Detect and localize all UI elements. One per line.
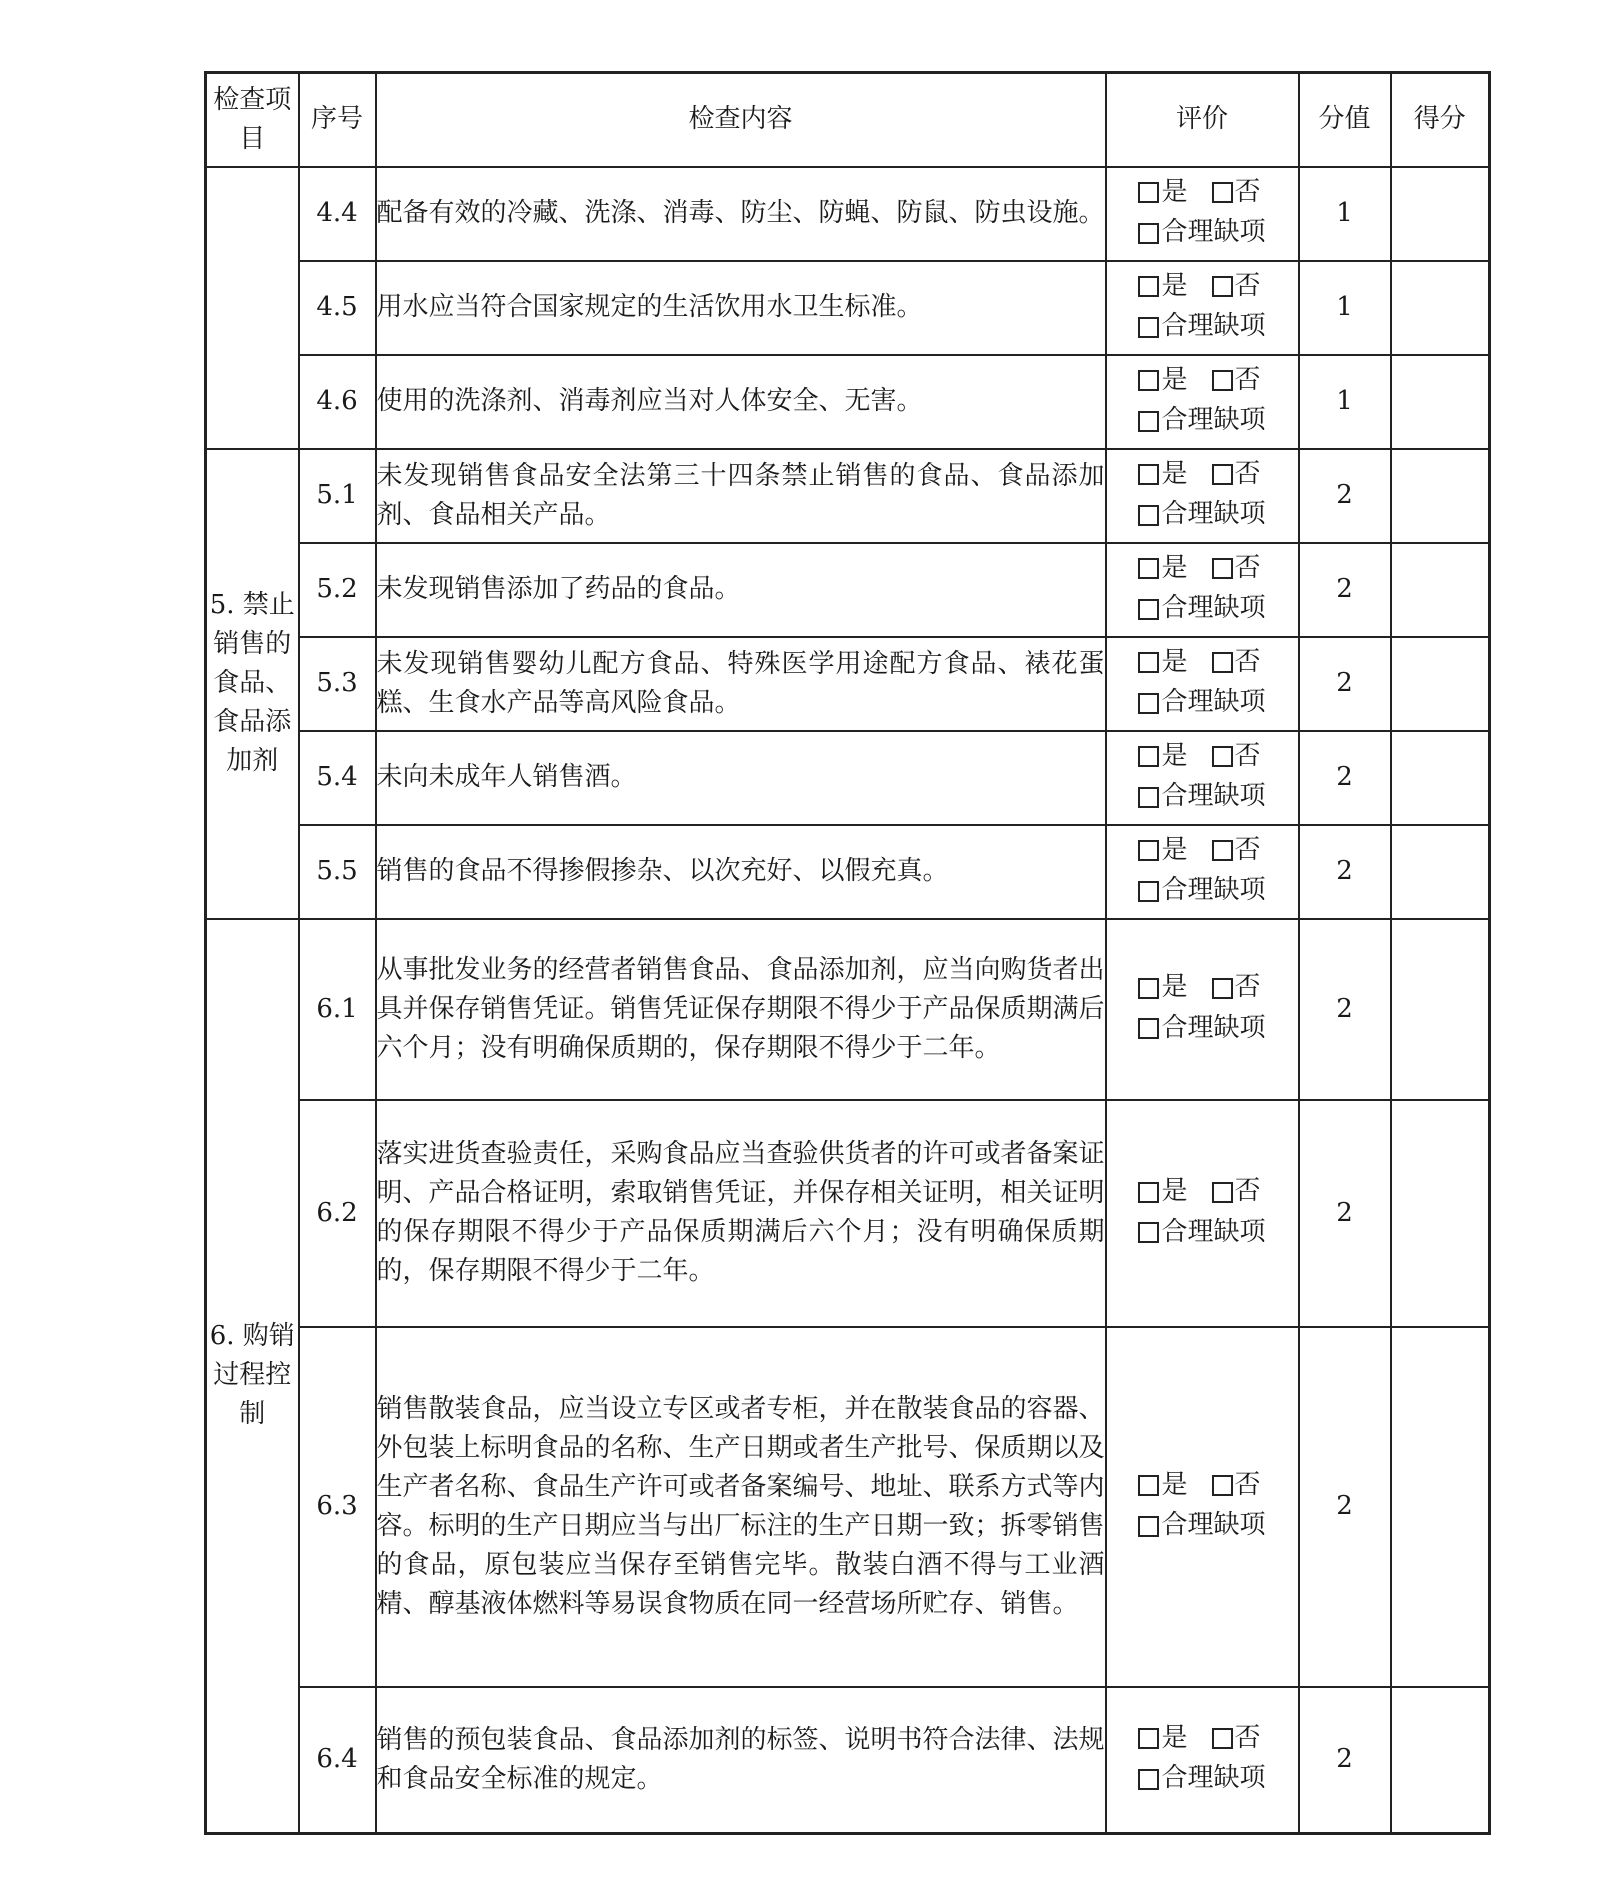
table-row [206,637,1490,731]
checkbox-icon[interactable] [1138,1018,1159,1039]
option-yes[interactable] [1138,361,1187,399]
checkbox-icon[interactable] [1138,558,1159,579]
header-score: 分值 [1299,73,1391,167]
score-cell: 1 [1299,167,1391,261]
obtained-score-cell[interactable] [1391,1100,1490,1327]
content-cell: 销售的预包装食品、食品添加剂的标签、说明书符合法律、法规和食品安全标准的规定。 [376,1687,1106,1834]
header-category: 检查项目 [206,73,299,167]
option-yes-label: 是 [1161,458,1188,489]
obtained-score-cell[interactable] [1391,167,1490,261]
checkbox-icon[interactable] [1138,1516,1159,1537]
obtained-score-cell[interactable] [1391,1327,1490,1687]
obtained-score-cell[interactable] [1391,543,1490,637]
option-yes-label: 是 [1161,176,1188,207]
evaluation-options [1138,455,1265,536]
checkbox-icon[interactable] [1138,411,1159,432]
content-cell: 使用的洗涤剂、消毒剂应当对人体安全、无害。 [376,355,1106,449]
evaluation-options [1138,968,1265,1049]
option-yes-label: 是 [1161,972,1188,1002]
option-no-label: 否 [1234,176,1261,207]
checkbox-icon[interactable] [1212,1728,1233,1749]
checkbox-icon[interactable] [1212,1182,1233,1203]
option-yes-label: 是 [1161,1176,1188,1206]
option-yes-label: 是 [1161,1722,1188,1753]
option-reasonable-missing[interactable] [1138,589,1265,627]
score-cell: 2 [1299,1327,1391,1687]
option-reasonable-missing[interactable] [1138,1759,1265,1797]
evaluation-options [1138,1719,1265,1800]
option-yes-label: 是 [1161,552,1188,583]
checkbox-icon[interactable] [1212,276,1233,297]
seq-cell: 5.5 [299,825,376,919]
option-no-label: 否 [1234,364,1261,395]
score-cell: 2 [1299,543,1391,637]
category-cell: 6. 购销过程控制 [206,919,299,1834]
seq-cell: 5.3 [299,637,376,731]
obtained-score-cell[interactable] [1391,637,1490,731]
option-yes-label: 是 [1161,270,1188,301]
checkbox-icon[interactable] [1212,1475,1233,1496]
table-row [206,261,1490,355]
checkbox-icon[interactable] [1138,182,1159,203]
option-reasonable-missing-label: 合理缺项 [1161,1216,1266,1247]
evaluation-options [1138,173,1265,254]
checkbox-icon[interactable] [1138,746,1159,767]
evaluation-cell [1106,637,1299,731]
option-reasonable-missing[interactable] [1138,1213,1265,1251]
evaluation-options [1138,267,1265,348]
table-row [206,167,1490,261]
checkbox-icon[interactable] [1138,693,1159,714]
option-reasonable-missing[interactable] [1138,1009,1265,1047]
option-yes[interactable] [1138,1172,1187,1210]
content-cell: 用水应当符合国家规定的生活饮用水卫生标准。 [376,261,1106,355]
option-yes[interactable] [1138,455,1187,493]
option-no-label: 否 [1234,740,1261,771]
seq-cell: 5.2 [299,543,376,637]
option-yes[interactable] [1138,831,1187,869]
obtained-score-cell[interactable] [1391,731,1490,825]
option-yes[interactable] [1138,267,1187,305]
option-no[interactable] [1212,361,1261,399]
inspection-table [204,71,1491,1835]
seq-cell: 4.4 [299,167,376,261]
table-row [206,825,1490,919]
option-no[interactable] [1212,267,1261,305]
option-no-label: 否 [1234,834,1261,865]
checkbox-icon[interactable] [1212,652,1233,673]
checkbox-icon[interactable] [1138,1182,1159,1203]
table-row [206,355,1490,449]
checkbox-icon[interactable] [1212,464,1233,485]
option-reasonable-missing[interactable] [1138,683,1265,721]
content-cell: 销售散装食品，应当设立专区或者专柜，并在散装食品的容器、外包装上标明食品的名称、生产日期或者生产批号、保质期以及生产者名称、食品生产许可或者备案编号、地址、联系方式等内容。标明的生产日期应当与出厂标注的生产日期一致；拆零销售的食品，原包装应当保存至销售完毕。散装白酒不得与工业酒精、醇基液体燃料等易误食物质在同一经营场所贮存、销售。 [376,1327,1106,1687]
option-reasonable-missing-label: 合理缺项 [1161,499,1266,529]
obtained-score-cell[interactable] [1391,261,1490,355]
category-cell [206,167,299,449]
checkbox-icon[interactable] [1138,1222,1159,1243]
score-cell: 2 [1299,1100,1391,1327]
option-yes-label: 是 [1161,364,1188,395]
option-reasonable-missing[interactable] [1138,777,1265,815]
evaluation-options [1138,549,1265,630]
option-no-label: 否 [1234,1469,1261,1500]
option-no[interactable] [1212,737,1261,775]
table-row [206,449,1490,543]
option-reasonable-missing-label: 合理缺项 [1161,781,1266,811]
evaluation-options [1138,1466,1265,1547]
option-yes-label: 是 [1161,1469,1188,1500]
option-no[interactable] [1212,455,1261,493]
table-row [206,1100,1490,1327]
evaluation-options [1138,737,1265,818]
checkbox-icon[interactable] [1138,652,1159,673]
header-content: 检查内容 [376,73,1106,167]
evaluation-cell [1106,449,1299,543]
score-cell: 2 [1299,637,1391,731]
option-reasonable-missing[interactable] [1138,495,1265,533]
option-reasonable-missing-label: 合理缺项 [1161,217,1266,247]
option-no-label: 否 [1234,1722,1261,1753]
evaluation-cell [1106,1327,1299,1687]
obtained-score-cell[interactable] [1391,919,1490,1100]
content-cell: 未发现销售婴幼儿配方食品、特殊医学用途配方食品、裱花蛋糕、生食水产品等高风险食品。 [376,637,1106,731]
option-no-label: 否 [1234,972,1261,1002]
score-cell: 2 [1299,1687,1391,1834]
option-yes[interactable] [1138,1719,1187,1757]
option-no[interactable] [1212,173,1261,211]
seq-cell: 6.2 [299,1100,376,1327]
option-reasonable-missing-label: 合理缺项 [1161,875,1266,905]
checkbox-icon[interactable] [1138,840,1159,861]
evaluation-cell [1106,355,1299,449]
obtained-score-cell[interactable] [1391,449,1490,543]
checkbox-icon[interactable] [1138,978,1159,999]
evaluation-options [1138,1172,1265,1253]
option-no-label: 否 [1234,458,1261,489]
seq-cell: 5.1 [299,449,376,543]
header-evaluation: 评价 [1106,73,1299,167]
checkbox-icon[interactable] [1212,746,1233,767]
checkbox-icon[interactable] [1138,223,1159,244]
checkbox-icon[interactable] [1138,1728,1159,1749]
obtained-score-cell[interactable] [1391,1687,1490,1834]
checkbox-icon[interactable] [1138,881,1159,902]
evaluation-options [1138,643,1265,724]
seq-cell: 4.5 [299,261,376,355]
obtained-score-cell[interactable] [1391,825,1490,919]
header-obtained: 得分 [1391,73,1490,167]
option-reasonable-missing[interactable] [1138,1506,1265,1544]
table-row [206,919,1490,1100]
option-yes-label: 是 [1161,834,1188,865]
evaluation-options [1138,831,1265,912]
option-reasonable-missing[interactable] [1138,401,1265,439]
option-no-label: 否 [1234,646,1261,677]
evaluation-cell [1106,543,1299,637]
checkbox-icon[interactable] [1138,317,1159,338]
option-reasonable-missing-label: 合理缺项 [1161,593,1266,623]
evaluation-cell [1106,731,1299,825]
header-seq: 序号 [299,73,376,167]
checkbox-icon[interactable] [1138,464,1159,485]
option-reasonable-missing-label: 合理缺项 [1161,1012,1266,1043]
seq-cell: 6.3 [299,1327,376,1687]
checkbox-icon[interactable] [1138,1475,1159,1496]
option-no[interactable] [1212,643,1261,681]
option-no[interactable] [1212,1719,1261,1757]
evaluation-cell [1106,825,1299,919]
evaluation-cell [1106,261,1299,355]
checkbox-icon[interactable] [1138,276,1159,297]
option-yes[interactable] [1138,173,1187,211]
content-cell: 从事批发业务的经营者销售食品、食品添加剂，应当向购货者出具并保存销售凭证。销售凭证保存期限不得少于产品保质期满后六个月；没有明确保质期的，保存期限不得少于二年。 [376,919,1106,1100]
option-yes[interactable] [1138,968,1187,1006]
seq-cell: 6.1 [299,919,376,1100]
score-cell: 2 [1299,731,1391,825]
content-cell: 未发现销售食品安全法第三十四条禁止销售的食品、食品添加剂、食品相关产品。 [376,449,1106,543]
checkbox-icon[interactable] [1138,1769,1159,1790]
checkbox-icon[interactable] [1212,558,1233,579]
table-row [206,1327,1490,1687]
checkbox-icon[interactable] [1212,182,1233,203]
evaluation-cell [1106,167,1299,261]
option-no-label: 否 [1234,552,1261,583]
checkbox-icon[interactable] [1138,505,1159,526]
option-yes-label: 是 [1161,646,1188,677]
score-cell: 1 [1299,355,1391,449]
score-cell: 2 [1299,919,1391,1100]
option-reasonable-missing[interactable] [1138,307,1265,345]
checkbox-icon[interactable] [1138,370,1159,391]
seq-cell: 4.6 [299,355,376,449]
option-yes[interactable] [1138,737,1187,775]
content-cell: 落实进货查验责任，采购食品应当查验供货者的许可或者备案证明、产品合格证明，索取销售凭证，并保存相关证明，相关证明的保存期限不得少于产品保质期满后六个月；没有明确保质期的，保存期限不得少于二年。 [376,1100,1106,1327]
table-row [206,731,1490,825]
table-row [206,1687,1490,1834]
category-cell: 5. 禁止销售的食品、食品添加剂 [206,449,299,919]
checkbox-icon[interactable] [1212,840,1233,861]
option-reasonable-missing-label: 合理缺项 [1161,1763,1266,1794]
option-no-label: 否 [1234,1176,1261,1206]
evaluation-cell [1106,1100,1299,1327]
score-cell: 2 [1299,449,1391,543]
option-no[interactable] [1212,831,1261,869]
option-reasonable-missing[interactable] [1138,871,1265,909]
option-yes-label: 是 [1161,740,1188,771]
evaluation-cell [1106,1687,1299,1834]
option-reasonable-missing-label: 合理缺项 [1161,311,1266,341]
checkbox-icon[interactable] [1138,599,1159,620]
option-no[interactable] [1212,1466,1261,1504]
header-row [206,73,1490,167]
score-cell: 2 [1299,825,1391,919]
option-reasonable-missing-label: 合理缺项 [1161,687,1266,717]
checkbox-icon[interactable] [1138,787,1159,808]
option-reasonable-missing[interactable] [1138,213,1265,251]
obtained-score-cell[interactable] [1391,355,1490,449]
content-cell: 销售的食品不得掺假掺杂、以次充好、以假充真。 [376,825,1106,919]
evaluation-options [1138,361,1265,442]
checkbox-icon[interactable] [1212,370,1233,391]
content-cell: 未发现销售添加了药品的食品。 [376,543,1106,637]
content-cell: 未向未成年人销售酒。 [376,731,1106,825]
option-no[interactable] [1212,1172,1261,1210]
evaluation-cell [1106,919,1299,1100]
option-no[interactable] [1212,968,1261,1006]
table-row [206,543,1490,637]
content-cell: 配备有效的冷藏、洗涤、消毒、防尘、防蝇、防鼠、防虫设施。 [376,167,1106,261]
score-cell: 1 [1299,261,1391,355]
option-no-label: 否 [1234,270,1261,301]
option-reasonable-missing-label: 合理缺项 [1161,1510,1266,1540]
option-no[interactable] [1212,549,1261,587]
seq-cell: 5.4 [299,731,376,825]
option-yes[interactable] [1138,1466,1187,1504]
option-yes[interactable] [1138,549,1187,587]
option-reasonable-missing-label: 合理缺项 [1161,405,1266,435]
checkbox-icon[interactable] [1212,978,1233,999]
option-yes[interactable] [1138,643,1187,681]
seq-cell: 6.4 [299,1687,376,1834]
